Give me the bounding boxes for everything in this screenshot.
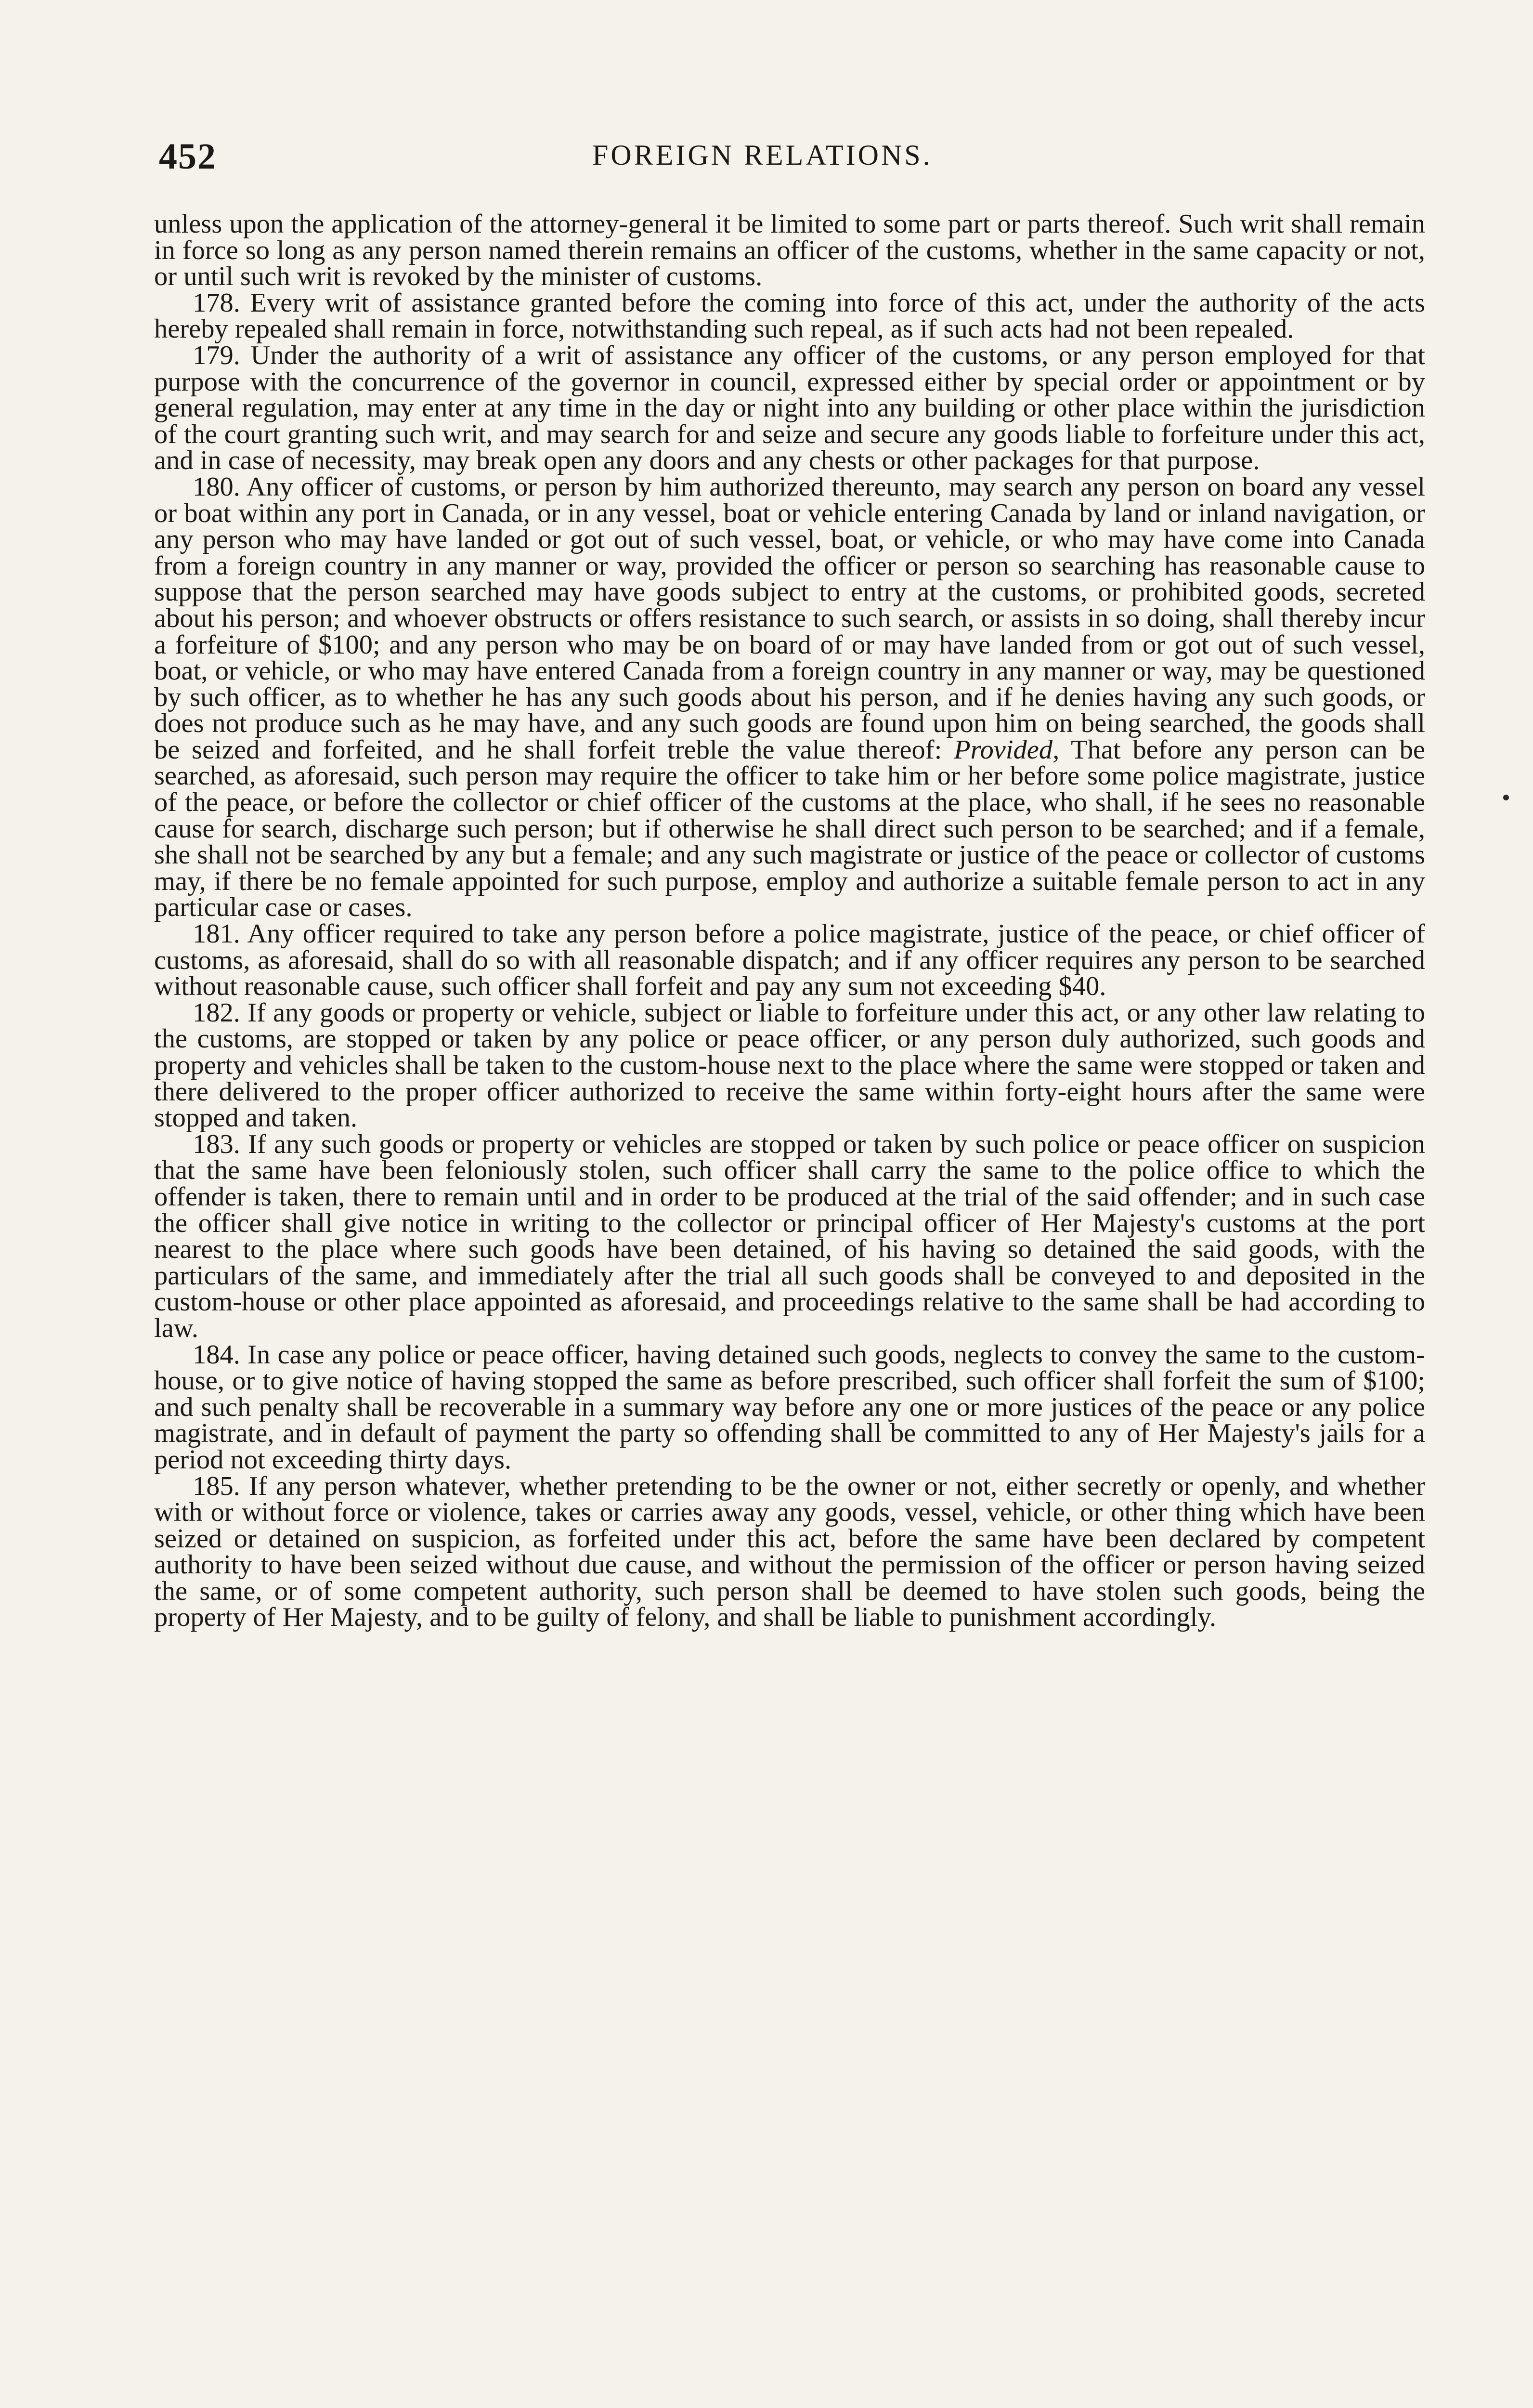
running-title: FOREIGN RELATIONS.: [592, 139, 933, 171]
paragraph-continuation: unless upon the application of the attorney-general it be limited to some part or parts thereof. Such writ shall remain in force so long as any person named therein remains an officer of the customs, whether in the same capacity or not, or until such writ is revoked by the minister of customs.: [154, 209, 1425, 292]
section-180-text-before: 180. Any officer of customs, or person by him authorized thereunto, may search any person on board any vessel or boat within any port in Canada, or in any vessel, boat or vehicle entering Canada by land or inland navigation, or any person who may have landed or got out of such vessel, boat, or vehicle, or who may have come into Canada from a foreign country in any manner or way, provided the officer or person so searching has reasonable cause to suppose that the person searched may have goods subject to entry at the customs, or prohibited goods, secreted about his person; and whoever obstructs or offers resistance to such search, or assists in so doing, shall thereby incur a forfeiture of $100; and any person who may be on board of or may have landed from or got out of such vessel, boat, or vehicle, or who may have entered Canada from a foreign country in any manner or way, may be questioned by such officer, as to whether he has any such goods about his person, and if he denies having any such goods, or does not produce such as he may have, and any such goods are found upon him on being searched, the goods shall be seized and forfeited, and he shall forfeit treble the value thereof:: [154, 471, 1425, 765]
page-header: [159, 136, 1425, 184]
body-text: [154, 211, 1425, 1631]
page-number: 452: [159, 136, 217, 177]
section-182: 182. If any goods or property or vehicle, subject or liable to forfeiture under this act, or any other law relating to the customs, are stopped or taken by any police or peace officer, or any person duly authorized, such goods and property and vehicles shall be taken to the custom-house next to the place where the same were stopped or taken and there delivered to the proper officer authorized to receive the same within forty-eight hours after the same were stopped and taken.: [154, 997, 1425, 1133]
section-180-text-after: That before any person can be searched, as aforesaid, such person may require the officer to take him or her before some police magistrate, justice of the peace, or before the collector or chief officer of the customs at the place, who shall, if he sees no reasonable cause for search, discharge such person; but if otherwise he shall direct such person to be searched; and if a female, she shall not be searched by any but a female; and any such magistrate or justice of the peace or collector of customs may, if there be no female appointed for such purpose, employ and authorize a suitable female person to act in any particular case or cases.: [154, 734, 1425, 923]
section-184: 184. In case any police or peace officer, having detained such goods, neglects to convey the same to the custom-house, or to give notice of having stopped the same as before prescribed, such officer shall forfeit the sum of $100; and such penalty shall be recoverable in a summary way before any one or more justices of the peace or any police magistrate, and in default of payment the party so offending shall be committed to any of Her Majesty's jails for a period not exceeding thirty days.: [154, 1339, 1425, 1475]
section-181: 181. Any officer required to take any person before a police magistrate, justice of the peace, or chief officer of customs, as aforesaid, shall do so with all reasonable dispatch; and if any officer requires any person to be searched without reasonable cause, such officer shall forfeit and pay any sum not exceeding $40.: [154, 919, 1425, 1002]
section-185: 185. If any person whatever, whether pretending to be the owner or not, either secretly or openly, and whether with or without force or violence, takes or carries away any goods, vessel, vehicle, or other thing which have been seized or detained on suspicion, as forfeited under this act, before the same have been declared by competent authority to have been seized without due cause, and without the permission of the officer or person having seized the same, or of some competent authority, such person shall be deemed to have stolen such goods, being the property of Her Majesty, and to be guilty of felony, and shall be liable to punishment accordingly.: [154, 1471, 1425, 1633]
section-179: 179. Under the authority of a writ of assistance any officer of the customs, or any person employed for that purpose with the concurrence of the governor in council, expressed either by special order or appointment or by general regulation, may enter at any time in the day or night into any building or other place within the jurisdiction of the court granting such writ, and may search for and seize and secure any goods liable to forfeiture under this act, and in case of necessity, may break open any doors and any chests or other packages for that purpose.: [154, 340, 1425, 476]
section-178: 178. Every writ of assistance granted before the coming into force of this act, under the authority of the acts hereby repealed shall remain in force, notwithstanding such repeal, as if such acts had not been repealed.: [154, 288, 1425, 344]
section-180: [154, 471, 1425, 923]
section-183: 183. If any such goods or property or vehicles are stopped or taken by such police or peace officer on suspicion that the same have been feloniously stolen, such officer shall carry the same to the police office to which the offender is taken, there to remain until and in order to be produced at the trial of the said offender; and in such case the officer shall give notice in writing to the collector or principal officer of Her Majesty's customs at the port nearest to the place where such goods have been detained, of his having so detained the said goods, with the particulars of the same, and immediately after the trial all such goods shall be conveyed to and deposited in the custom-house or other place appointed as aforesaid, and proceedings relative to the same shall be had according to law.: [154, 1129, 1425, 1343]
ink-speck: [1503, 795, 1509, 800]
section-180-proviso: Provided,: [954, 734, 1060, 765]
